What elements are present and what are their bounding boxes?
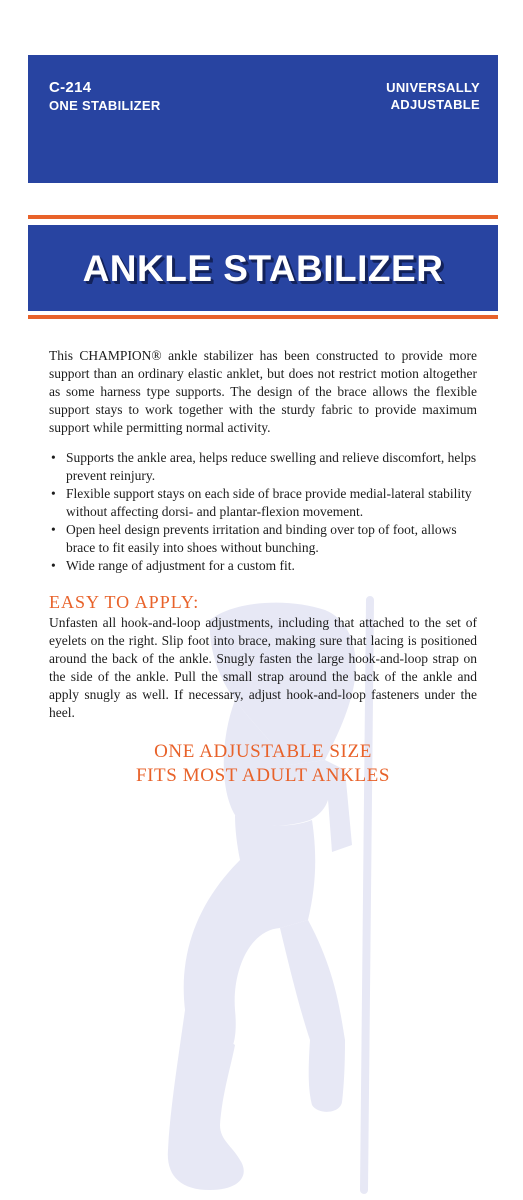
- title-band: [28, 225, 498, 311]
- feature-item: • Wide range of adjustment for a custom fit.: [51, 558, 295, 573]
- easy-to-apply-heading: EASY TO APPLY:: [49, 592, 200, 612]
- feature-item: • Supports the ankle area, helps reduce swelling and relieve discomfort, helps prevent reinjury.: [51, 450, 477, 483]
- content-column: [49, 347, 477, 788]
- adjustable-line-2: ADJUSTABLE: [390, 97, 480, 112]
- model-number: C-214: [49, 79, 92, 96]
- top-accent-stripe: [28, 215, 498, 219]
- model-name: ONE STABILIZER: [49, 98, 161, 113]
- header-band: [28, 55, 498, 183]
- feature-text: Open heel design prevents irritation and binding over top of foot, allows brace to fit easily into shoes without bunching.: [66, 522, 457, 555]
- size-statement: [49, 740, 477, 788]
- size-line-2: FITS MOST ADULT ANKLES: [135, 765, 391, 786]
- feature-text: Flexible support stays on each side of brace provide medial-lateral stability without affecting dorsi- and plantar-flexion movement.: [66, 486, 472, 519]
- size-line-1: ONE ADJUSTABLE SIZE: [154, 741, 372, 762]
- model-block: [49, 79, 161, 115]
- feature-text: Supports the ankle area, helps reduce swelling and relieve discomfort, helps prevent reinjury.: [66, 450, 477, 483]
- feature-list: [49, 449, 477, 575]
- adjustable-line-1: UNIVERSALLY: [386, 80, 480, 95]
- adjustable-block: [386, 79, 480, 113]
- product-title: ANKLE STABILIZER: [82, 248, 444, 289]
- feature-text: Wide range of adjustment for a custom fit.: [66, 558, 295, 573]
- feature-item: • Open heel design prevents irritation and binding over top of foot, allows brace to fit easily into shoes without bunching.: [51, 522, 457, 555]
- bottom-accent-stripe: [28, 315, 498, 319]
- feature-item: • Flexible support stays on each side of brace provide medial-lateral stability without affecting dorsi- and plantar-flexion movement.: [51, 486, 472, 519]
- intro-paragraph: This CHAMPION® ankle stabilizer has been constructed to provide more support than an ordinary elastic anklet, but does not restrict motion altogether as some harness type supports. The design of the brace allows the flexible support stays to work together with the sturdy fabric to provide maximum support while permitting normal activity.: [49, 348, 477, 435]
- application-instructions: Unfasten all hook-and-loop adjustments, including that attached to the set of eyelets on the right. Slip foot into brace, making sure that lacing is positioned around the back of the ankle. Snugly fasten the large hook-and-loop strap on the side of the ankle. Pull the small strap around the back of the ankle and apply snugly as well. If necessary, adjust hook-and-loop fasteners under the heel.: [49, 615, 477, 720]
